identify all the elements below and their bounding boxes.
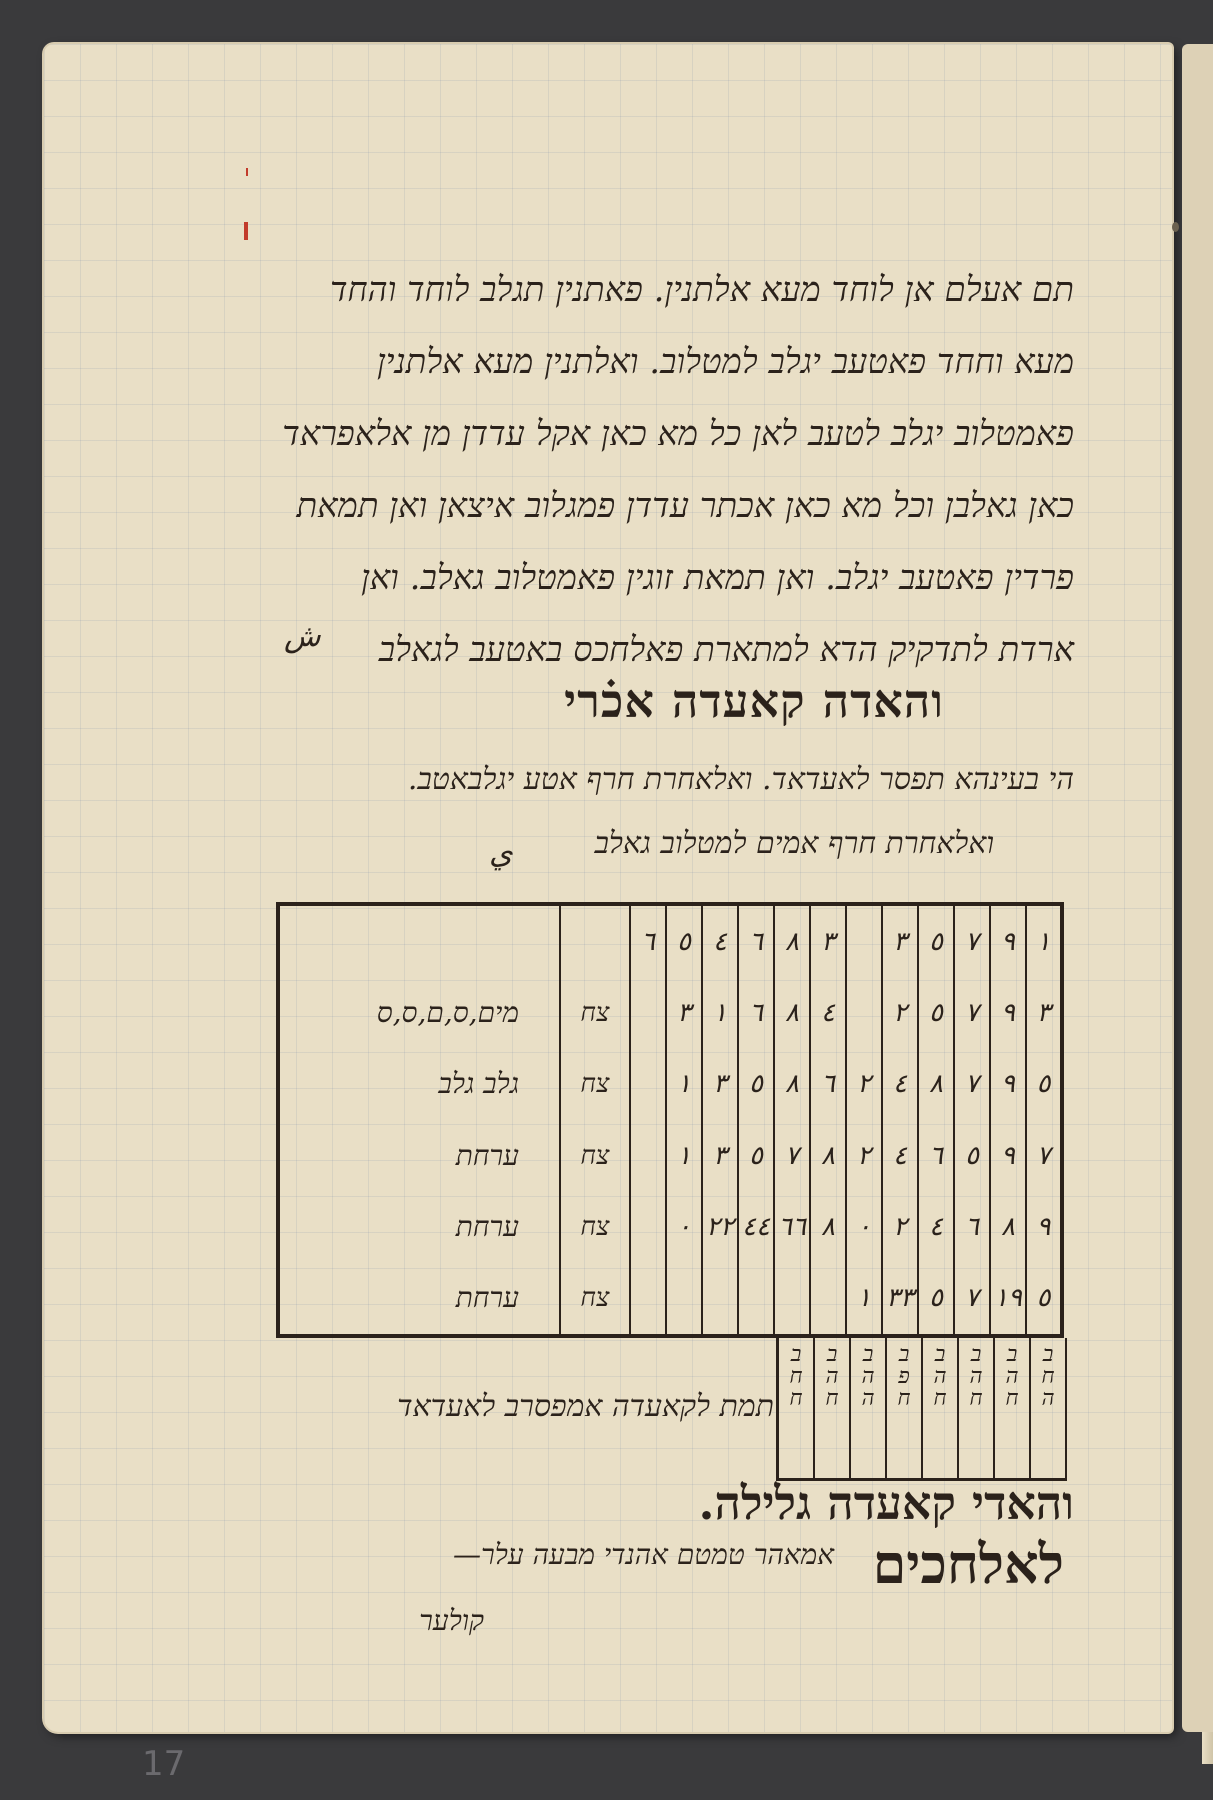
table-cell: ٢ xyxy=(846,1049,882,1120)
table-cell: ٤ xyxy=(810,977,846,1048)
table-cell: ٣ xyxy=(702,1049,738,1120)
next-page-edge xyxy=(1182,44,1213,1732)
unit-cell: צח xyxy=(560,977,630,1048)
table-cell xyxy=(774,1263,810,1336)
title-word: לאלחכים xyxy=(872,1532,1064,1596)
table-cell: ٨ xyxy=(810,1120,846,1191)
table-cell: ٧ xyxy=(1026,1120,1062,1191)
red-margin-mark xyxy=(244,222,248,240)
footer-letter: ב xyxy=(970,1342,982,1367)
footer-letter: ח xyxy=(969,1386,983,1411)
table-cell: ٨ xyxy=(774,1049,810,1120)
table-cell: ٤ xyxy=(702,904,738,977)
table-cell: ٣ xyxy=(702,1120,738,1191)
paragraph-line: פאמטלוב יגלב לטעב לאן כל מא כאן אקל עדדן מן אלאפראד xyxy=(282,414,1074,454)
table-cell: ١ xyxy=(702,977,738,1048)
row-label: ערחת xyxy=(278,1120,560,1191)
table-cell xyxy=(630,1049,666,1120)
table-cell: ٨ xyxy=(918,1049,954,1120)
footer-letter: ב xyxy=(898,1342,910,1367)
number-table xyxy=(276,902,1064,1338)
table-cell: ٥ xyxy=(918,977,954,1048)
table-cell: ٠ xyxy=(846,1191,882,1262)
footer-letter: ב xyxy=(862,1342,874,1367)
table-cell: ٢ xyxy=(882,977,918,1048)
footer-column xyxy=(887,1338,923,1478)
table-cell xyxy=(702,1263,738,1336)
footer-letter: ח xyxy=(1041,1364,1055,1389)
table-cell: ٣ xyxy=(1026,977,1062,1048)
row-label xyxy=(278,904,560,977)
table-cell xyxy=(810,1263,846,1336)
table-cell xyxy=(846,977,882,1048)
row-label: ערחת xyxy=(278,1263,560,1336)
table-row xyxy=(278,904,1062,977)
table-cell: ٤ xyxy=(882,1049,918,1120)
table-cell: ١ xyxy=(846,1263,882,1336)
section-heading-2: והאדי קאעדה גלילה. xyxy=(698,1476,1074,1530)
end-mark: ي xyxy=(489,836,513,871)
footer-column xyxy=(779,1338,815,1478)
table-cell: ٩ xyxy=(990,977,1026,1048)
table-cell: ٦ xyxy=(810,1049,846,1120)
footer-column xyxy=(851,1338,887,1478)
table-caption: תמת לקאעדה אמפסרב לאעדאד xyxy=(397,1389,774,1424)
unit-cell: צח xyxy=(560,1263,630,1336)
table-cell: ٧ xyxy=(774,1120,810,1191)
table-cell: ٦ xyxy=(738,977,774,1048)
table-cell: ٦ xyxy=(918,1120,954,1191)
table-row xyxy=(278,1263,1062,1336)
footer-letter: ה xyxy=(1041,1386,1055,1411)
footer-letter: ה xyxy=(825,1364,839,1389)
notebook-page xyxy=(44,44,1172,1784)
footer-letter: ב xyxy=(1006,1342,1018,1367)
table-cell: ٥ xyxy=(918,904,954,977)
table-cell: ٥ xyxy=(918,1263,954,1336)
table-cell: ٨ xyxy=(774,977,810,1048)
table-cell: ٩ xyxy=(1026,1191,1062,1262)
table-cell: ٧ xyxy=(954,904,990,977)
footer-letter: ב xyxy=(826,1342,838,1367)
footer-letter: ח xyxy=(789,1386,803,1411)
closing-word: קולער xyxy=(419,1604,484,1637)
table-cell: ٤ xyxy=(918,1191,954,1262)
footer-letter: ה xyxy=(933,1364,947,1389)
column-footer-grid xyxy=(776,1338,1067,1481)
footer-letter: ח xyxy=(933,1386,947,1411)
footer-letter: ח xyxy=(789,1364,803,1389)
section-heading: והאדה קאעדה אכ֗רי xyxy=(564,674,944,728)
table-cell xyxy=(630,1120,666,1191)
footer-column xyxy=(923,1338,959,1478)
unit-cell: צח xyxy=(560,1191,630,1262)
table-cell: ٥ xyxy=(1026,1263,1062,1336)
footer-column xyxy=(959,1338,995,1478)
footer-letter: ח xyxy=(825,1386,839,1411)
table-cell: ٦ xyxy=(738,904,774,977)
table-cell: ٣ xyxy=(666,977,702,1048)
table-cell: ١ xyxy=(1026,904,1062,977)
table-cell xyxy=(846,904,882,977)
unit-cell: צח xyxy=(560,1049,630,1120)
table-cell xyxy=(738,1263,774,1336)
table-cell: ١ xyxy=(666,1120,702,1191)
footer-letter: ב xyxy=(790,1342,802,1367)
footer-letter: ב xyxy=(934,1342,946,1367)
table-cell: ٢ xyxy=(882,1191,918,1262)
footer-letter: ה xyxy=(969,1364,983,1389)
table-cell: ٧ xyxy=(954,1049,990,1120)
binding-hole xyxy=(1172,222,1179,232)
table-cell: ٨ xyxy=(774,904,810,977)
row-label: ערחת xyxy=(278,1191,560,1262)
table-row xyxy=(278,1049,1062,1120)
table-row xyxy=(278,1120,1062,1191)
table-cell xyxy=(630,977,666,1048)
table-cell: ٧ xyxy=(954,977,990,1048)
paragraph-line: פרדין פאטעב יגלב. ואן תמאת זוגין פאמטלוב גאלב. ואן xyxy=(361,558,1074,598)
footer-letter: ה xyxy=(861,1364,875,1389)
sub-line: הי בעינהא תפסר לאעדאד. ואלאחרת חרף אטע יגלבאטב. xyxy=(407,762,1074,797)
footer-letter: ח xyxy=(897,1386,911,1411)
paragraph-line: תם אעלם אן לוחד מעא אלתנין. פאתנין תגלב לוחד והחד xyxy=(329,270,1074,310)
row-label: גלב גלב xyxy=(278,1049,560,1120)
table-cell: ٢٢ xyxy=(702,1191,738,1262)
table-cell: ٤٤ xyxy=(738,1191,774,1262)
footer-column xyxy=(995,1338,1031,1478)
footer-letter: ה xyxy=(861,1386,875,1411)
table-cell: ٦ xyxy=(630,904,666,977)
table-cell: ٥ xyxy=(666,904,702,977)
footer-letter: ח xyxy=(1005,1386,1019,1411)
red-ink-mark xyxy=(246,168,248,176)
main-paragraph xyxy=(254,254,1074,686)
table-row xyxy=(278,1191,1062,1262)
table-cell: ١٩ xyxy=(990,1263,1026,1336)
table-cell: ١ xyxy=(666,1049,702,1120)
table-cell: ٩ xyxy=(990,1049,1026,1120)
table-cell: ٧ xyxy=(954,1263,990,1336)
footer-letter: פ xyxy=(898,1364,910,1389)
table-cell: ٣٣ xyxy=(882,1263,918,1336)
unit-cell: צח xyxy=(560,1120,630,1191)
footer-column xyxy=(1031,1338,1067,1478)
footer-column xyxy=(815,1338,851,1478)
paragraph-line: ארדת לתדקיק הדא למתארת פאלחכס באטעב לגאלב xyxy=(378,630,1074,670)
table-cell: ٢ xyxy=(846,1120,882,1191)
table-cell: ٨ xyxy=(990,1191,1026,1262)
table-cell xyxy=(630,1263,666,1336)
table-cell: ٥ xyxy=(954,1120,990,1191)
table-cell: ٣ xyxy=(810,904,846,977)
page-number: 17 xyxy=(142,1744,186,1784)
table-cell: ٥ xyxy=(738,1120,774,1191)
table-cell: ٨ xyxy=(810,1191,846,1262)
table-row xyxy=(278,977,1062,1048)
table-cell: ٠ xyxy=(666,1191,702,1262)
footer-letter: ה xyxy=(1005,1364,1019,1389)
table-cell: ٥ xyxy=(738,1049,774,1120)
table-cell: ٥ xyxy=(1026,1049,1062,1120)
unit-cell xyxy=(560,904,630,977)
end-mark: ش xyxy=(284,619,321,654)
table-cell: ٦٦ xyxy=(774,1191,810,1262)
table-cell: ٤ xyxy=(882,1120,918,1191)
row-label: מים,ס,ם,ס,ס xyxy=(278,977,560,1048)
table-cell: ٦ xyxy=(954,1191,990,1262)
paragraph-line: כאן גאלבן וכל מא כאן אכתר עדדן פמגלוב איצאן ואן תמאת xyxy=(296,486,1074,526)
closing-line: אמאהר טמטם אהנדי מבעה עלר— xyxy=(452,1538,834,1571)
table-cell: ٣ xyxy=(882,904,918,977)
table-cell xyxy=(666,1263,702,1336)
paragraph-line: מעא וחחד פאטעב יגלב למטלוב. ואלתנין מעא אלתנין xyxy=(377,342,1074,382)
footer-letter: ב xyxy=(1042,1342,1054,1367)
table-cell: ٩ xyxy=(990,1120,1026,1191)
sub-line: ואלאחרת חרף אמים למטלוב גאלב xyxy=(594,826,994,861)
table-cell: ٩ xyxy=(990,904,1026,977)
table-cell xyxy=(630,1191,666,1262)
